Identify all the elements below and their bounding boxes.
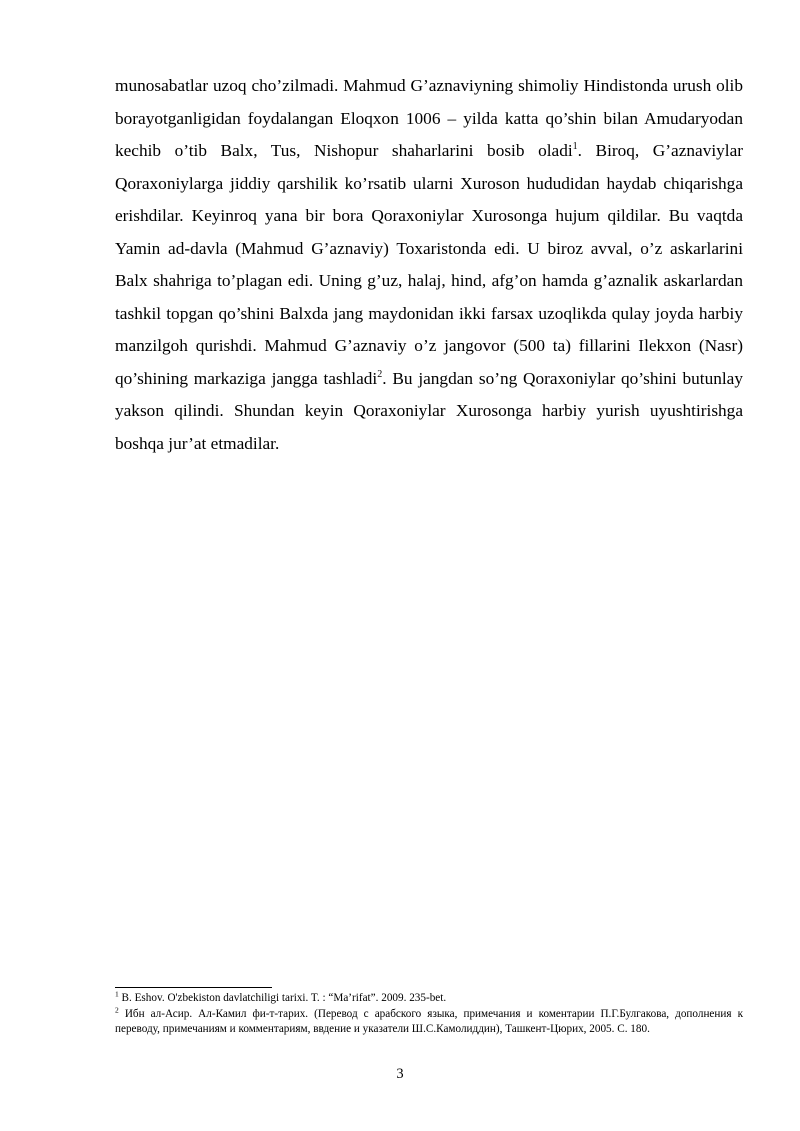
footnotes-section xyxy=(115,991,743,1038)
paragraph-segment-1: munosabatlar uzoq cho’zilmadi. Mahmud G’aznaviyning shimoliy Hindistonda urush olib borayotganligidan foydalangan Eloqxon 1006 – yilda katta qo’shin bilan Amudaryodan kechib o’tib Balx, Tus, Nishopur shaharlarini bosib oladi xyxy=(115,76,743,160)
footnote-separator xyxy=(115,987,272,988)
footnote-marker-1: 1 xyxy=(115,989,119,999)
footnote-ref-1[interactable]: 1 xyxy=(572,141,578,153)
paragraph-segment-3: . Bu jangdan so’ng Qoraxoniylar qo’shini butunlay yakson qilindi. Shundan keyin Qoraxoniylar Xurosonga harbiy yurish uyushtirishga boshqa jur’at etmadilar. xyxy=(115,368,743,453)
footnote-text-1: B. Eshov. O'zbekiston davlatchiligi tarixi. T. : “Ma’rifat”. 2009. 235-bet. xyxy=(121,992,447,1004)
footnote-text-2: Ибн ал-Асир. Ал-Камил фи-т-тарих. (Перевод с арабского языка, примечания и коментарии П.Г.Булгакова, дополнения к переводу, примечаниям и комментариям, ввдение и указатели Ш.С.Камолиддин), Ташкент-Цюрих, 2005. С. 180. xyxy=(115,1007,744,1035)
footnote-marker-2: 2 xyxy=(115,1004,119,1014)
footnote-1 xyxy=(115,991,743,1007)
footnote-2 xyxy=(115,1004,744,1038)
page-number: 3 xyxy=(396,1066,404,1082)
body-paragraph xyxy=(115,70,743,460)
footnote-ref-2[interactable]: 2 xyxy=(377,368,383,380)
paragraph-segment-2: . Biroq, G’aznaviylar Qoraxoniylarga jiddiy qarshilik ko’rsatib ularni Xuroson hududidan haydab chiqarishga erishdilar. Keyinroq yana bir bora Qoraxoniylar Xurosonga hujum qildilar. Bu vaqtda Yamin ad-davla (Mahmud G’aznaviy) Toxaristonda edi. U biroz avval, o’z askarlarini Balx shahriga to’plagan edi. Uning g’uz, halaj, hind, afg’on hamda g’aznalik askarlardan tashkil topgan qo’shini Balxda jang maydonidan ikki farsax uzoqlikda qulay joyda harbiy manzilgoh qurishdi. Mahmud G’aznaviy o’z jangovor (500 ta) fillarini Ilekxon (Nasr) qo’shining markaziga jangga tashladi xyxy=(115,141,744,388)
